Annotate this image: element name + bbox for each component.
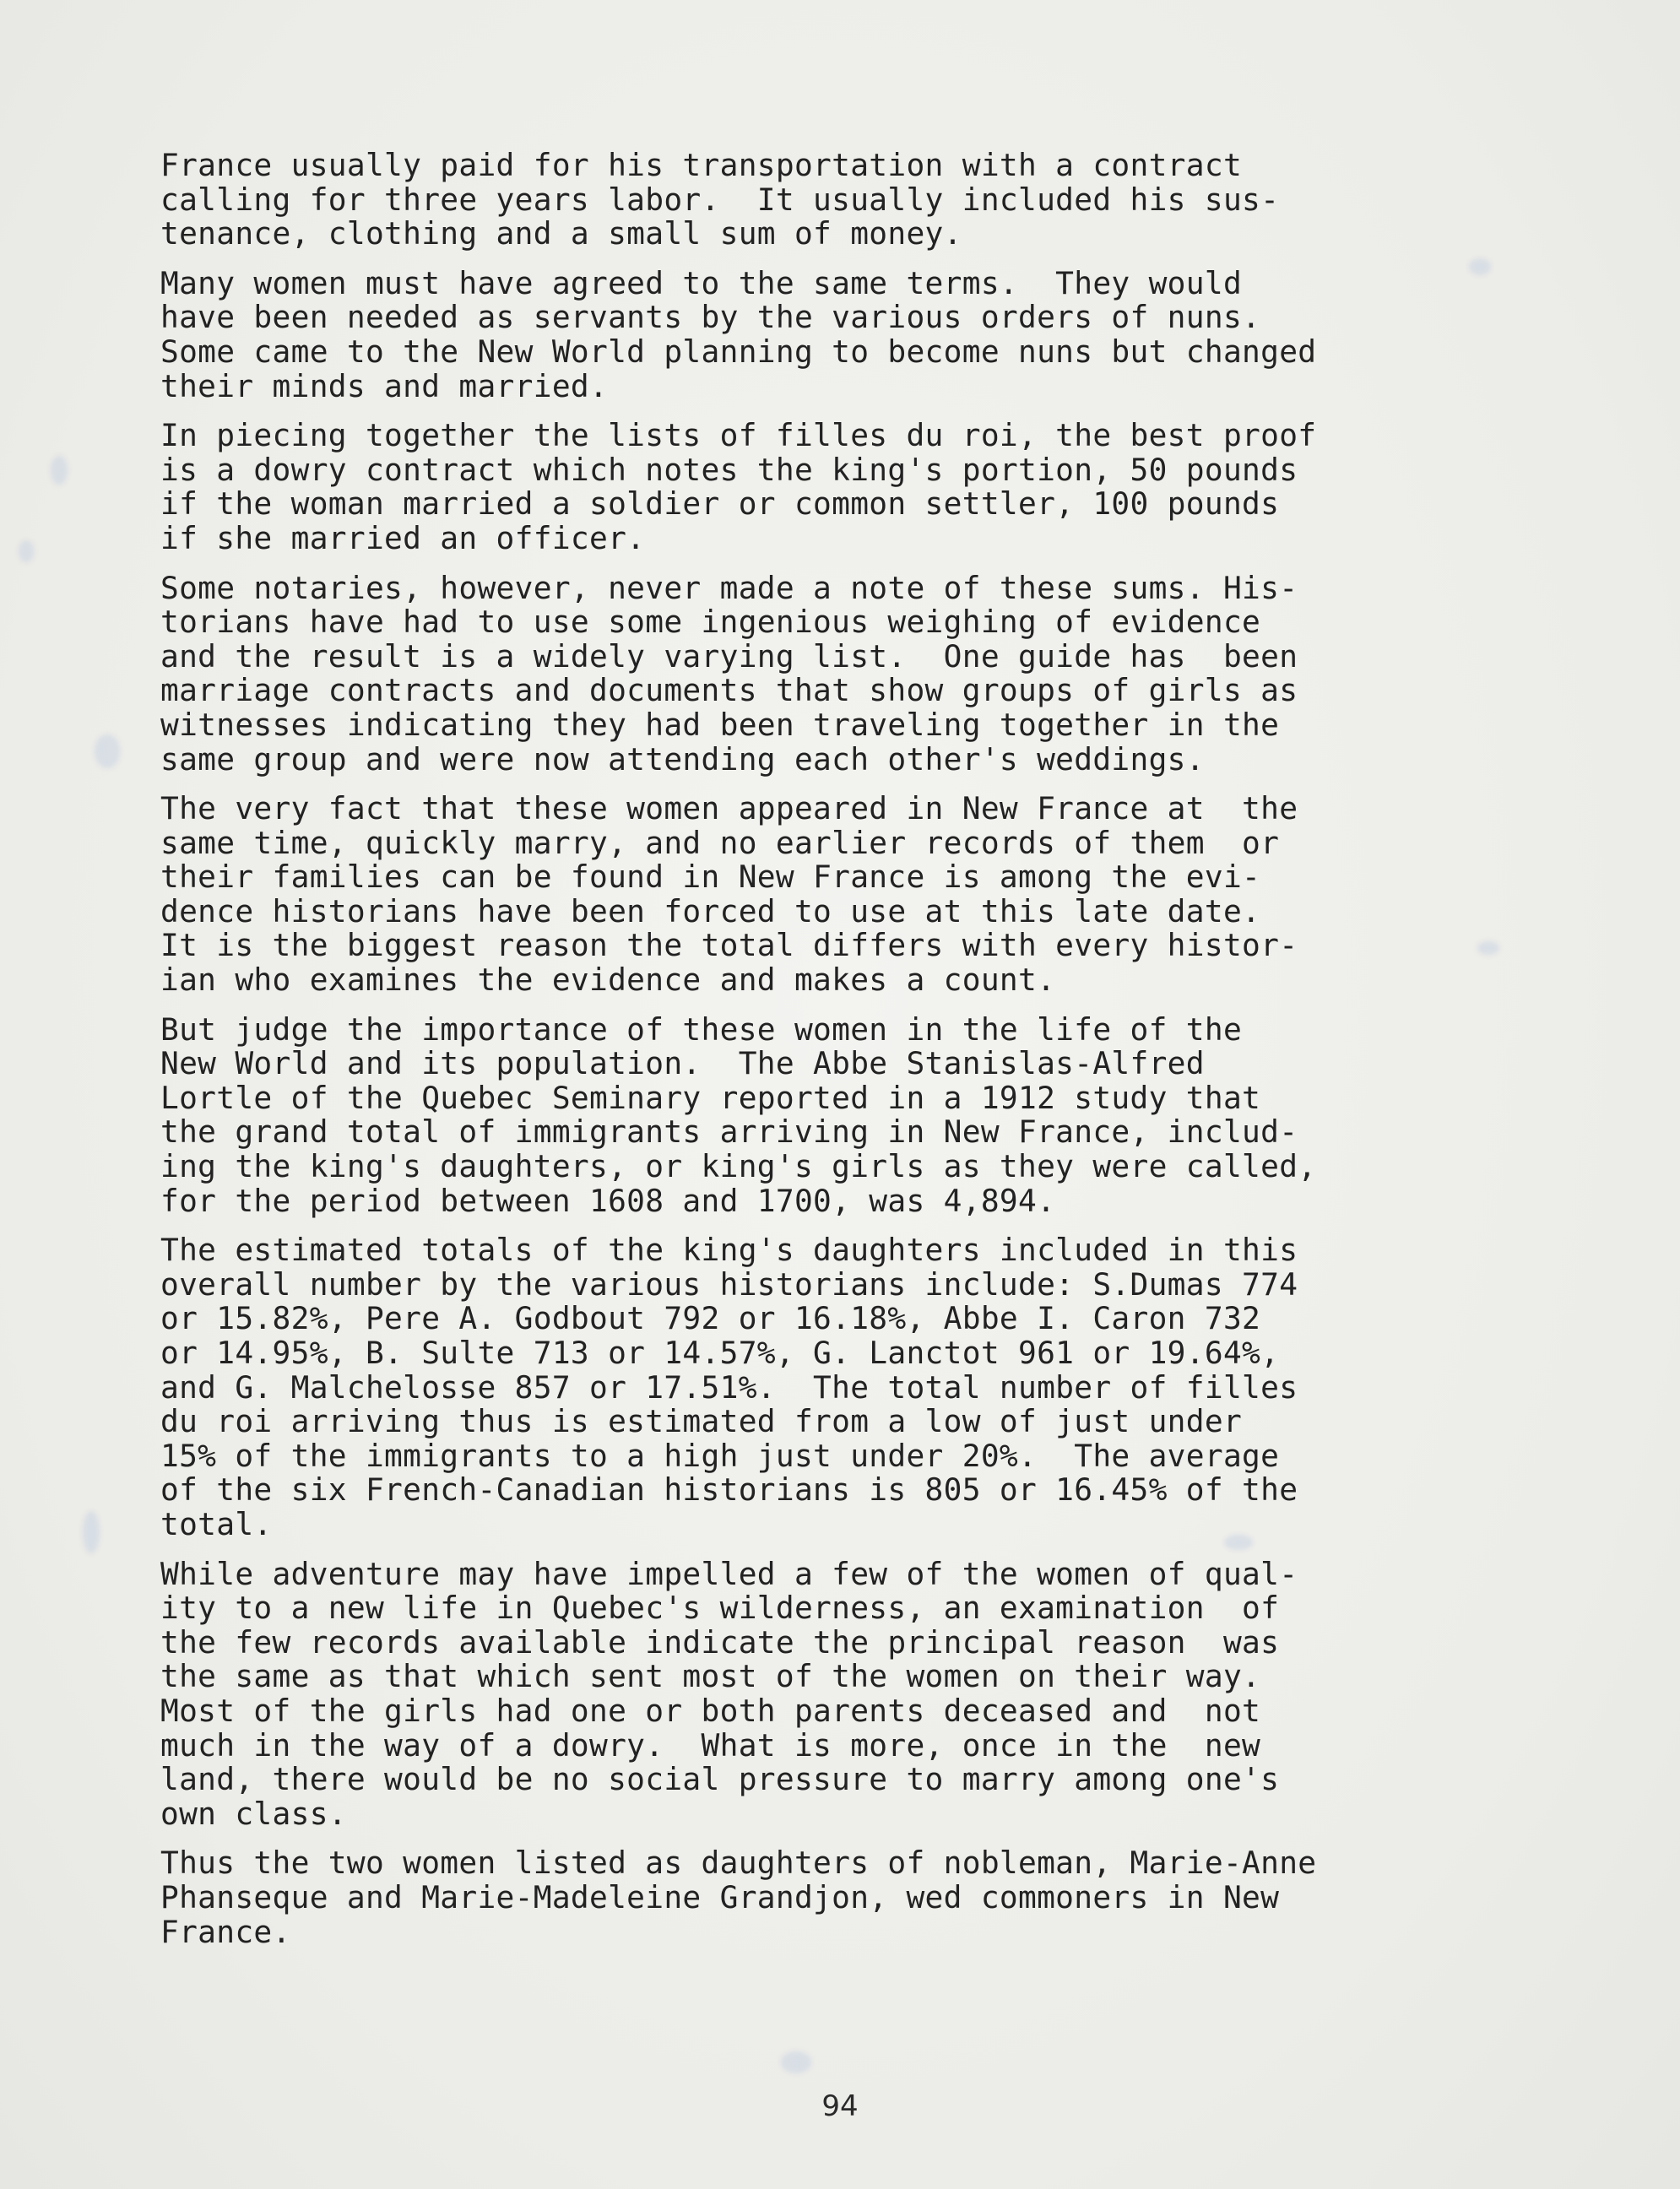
paragraph (160, 419, 1477, 555)
text-line: France usually paid for his transportation with a contract (160, 147, 1243, 183)
text-line: their minds and married. (160, 367, 609, 404)
text-line: the same as that which sent most of the women on their way. (160, 1658, 1261, 1695)
text-line: or 15.82%, Pere A. Godbout 792 or 16.18%, Abbe I. Caron 732 (160, 1300, 1261, 1337)
text-line: It is the biggest reason the total differs with every histor- (160, 927, 1298, 964)
paragraph (160, 264, 1477, 404)
text-line: witnesses indicating they had been traveling together in the (160, 706, 1280, 743)
text-line: Thus the two women listed as daughters of nobleman, Marie-Anne (160, 1845, 1317, 1882)
text-line: overall number by the various historians include: S.Dumas 774 (160, 1265, 1298, 1303)
paragraph (160, 1846, 1477, 1949)
text-line: Most of the girls had one or both parents deceased and not (160, 1692, 1261, 1729)
text-line: dence historians have been forced to use at this late date. (160, 892, 1261, 929)
text-line: land, there would be no social pressure to marry among one's (160, 1761, 1280, 1798)
text-line: or 14.95%, B. Sulte 713 or 14.57%, G. Lanctot 961 or 19.64%, (160, 1335, 1280, 1371)
text-line: and the result is a widely varying list. One guide has been (160, 637, 1298, 675)
text-line: if she married an officer. (160, 519, 646, 556)
text-line: 15% of the immigrants to a high just under 20%. The average (160, 1437, 1280, 1474)
paragraph (160, 1555, 1477, 1832)
text-line: total. (160, 1505, 273, 1542)
text-line: for the period between 1608 and 1700, was 4,894. (160, 1182, 1056, 1219)
text-line: of the six French-Canadian historians is 805 or 16.45% of the (160, 1471, 1298, 1509)
text-line: ing the king's daughters, or king's girls as they were called, (160, 1148, 1317, 1185)
paper-speck (1477, 941, 1499, 955)
paper-speck (19, 540, 34, 562)
text-line: much in the way of a dowry. What is more, once in the new (160, 1726, 1261, 1764)
text-line: if the woman married a soldier or common settler, 100 pounds (160, 485, 1280, 523)
paragraph (160, 569, 1477, 778)
text-line: their families can be found in New France is among the evi- (160, 859, 1261, 896)
text-line: the few records available indicate the principal reason was (160, 1623, 1280, 1661)
text-line: marriage contracts and documents that show groups of girls as (160, 672, 1298, 709)
text-line: same time, quickly marry, and no earlier records of them or (160, 824, 1280, 861)
paper-speck (83, 1511, 100, 1553)
paragraph (160, 792, 1477, 998)
paper-speck (51, 456, 68, 485)
paragraph (160, 149, 1477, 252)
text-line: and G. Malchelosse 857 or 17.51%. The total number of filles (160, 1368, 1298, 1406)
text-line: have been needed as servants by the various orders of nuns. (160, 299, 1261, 336)
text-line: The estimated totals of the king's daughters included in this (160, 1232, 1298, 1269)
text-line: the grand total of immigrants arriving in New France, includ- (160, 1113, 1298, 1151)
text-line: Lortle of the Quebec Seminary reported in a 1912 study that (160, 1079, 1261, 1116)
text-line: calling for three years labor. It usually included his sus- (160, 181, 1280, 218)
text-line: same group and were now attending each other's weddings. (160, 740, 1205, 778)
text-line: is a dowry contract which notes the king's portion, 50 pounds (160, 451, 1298, 488)
text-line: Some came to the New World planning to become nuns but changed (160, 333, 1317, 370)
text-line: New World and its population. The Abbe Stanislas-Alfred (160, 1045, 1205, 1082)
text-line: Many women must have agreed to the same terms. They would (160, 264, 1243, 301)
text-line: The very fact that these women appeared in New France at the (160, 790, 1298, 827)
typed-text-body (160, 149, 1477, 1964)
paragraph (160, 1013, 1477, 1219)
text-line: ity to a new life in Quebec's wilderness, an examination of (160, 1590, 1280, 1627)
text-line: But judge the importance of these women in the life of the (160, 1011, 1243, 1048)
paragraph (160, 1233, 1477, 1542)
text-line: torians have had to use some ingenious weighing of evidence (160, 604, 1261, 641)
page-number: 94 (821, 2089, 859, 2123)
paper-speck (781, 2051, 811, 2073)
text-line: Some notaries, however, never made a note of these sums. His- (160, 569, 1298, 606)
text-line: own class. (160, 1795, 347, 1832)
text-line: tenance, clothing and a small sum of money. (160, 215, 962, 252)
text-line: While adventure may have impelled a few of the women of qual- (160, 1555, 1298, 1592)
text-line: France. (160, 1913, 291, 1950)
text-line: Phanseque and Marie-Madeleine Grandjon, wed commoners in New (160, 1878, 1280, 1915)
text-line: In piecing together the lists of filles du roi, the best proof (160, 417, 1317, 454)
paper-speck (95, 734, 120, 768)
text-line: ian who examines the evidence and makes a count. (160, 962, 1056, 999)
text-line: du roi arriving thus is estimated from a low of just under (160, 1403, 1243, 1440)
